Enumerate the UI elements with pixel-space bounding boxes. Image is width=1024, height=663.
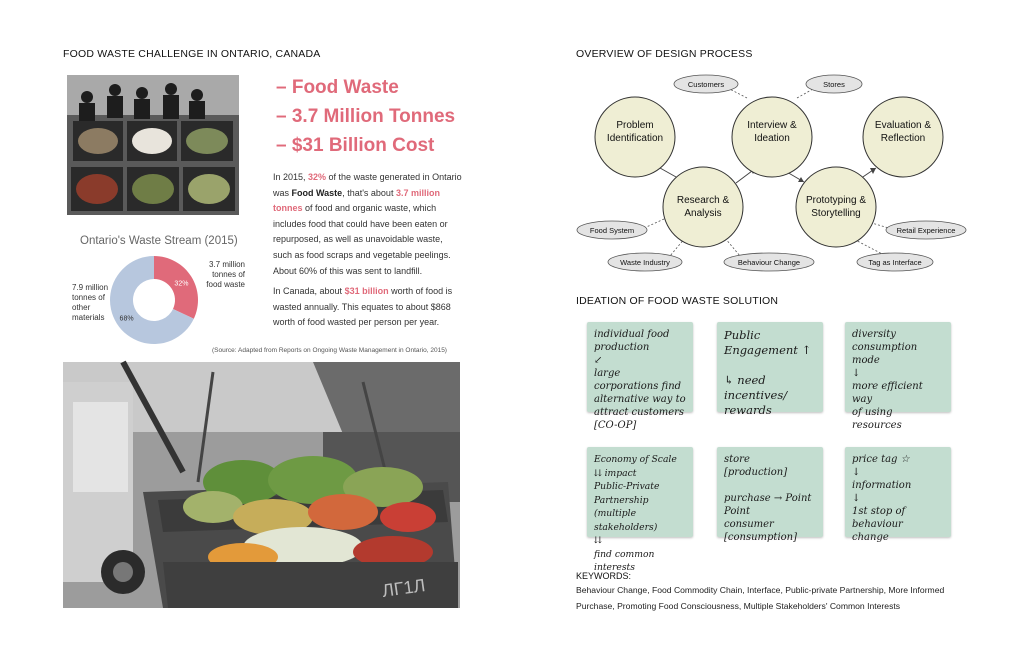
label-other-materials: 7.9 million tonnes of other materials [72, 283, 109, 322]
food-waste-bins-photo [67, 75, 239, 215]
tag-stores: Stores [823, 80, 845, 89]
design-process-diagram [570, 70, 970, 280]
sticky-note-diversity [845, 322, 951, 431]
headline-tonnes: – 3.7 Million Tonnes [276, 106, 456, 127]
donut-label-1: 68% [119, 315, 134, 323]
ideation-heading: IDEATION OF FOOD WASTE SOLUTION [576, 295, 779, 307]
circle-label-problem-2: Identification [606, 133, 664, 144]
circle-label-problem-1: Problem [616, 120, 654, 131]
circle-label-interview-2: Ideation [754, 133, 790, 144]
note-text-3: diversity consumption mode ↓ more efficient way of using resources [852, 329, 923, 431]
source-note: (Source: Adapted from Reports on Ongoing Waste Management in Ontario, 2015) [212, 347, 447, 354]
paragraph-ontario: In 2015, 32% of the waste generated in Ontario was Food Waste, that's about 3.7 million tonnes of food and organic waste, which includes food that could have been eaten or repurposed, as well as unavoidable waste, such as food scraps and vegetable peelings. About 60% of this was sent to landfill. [273, 172, 462, 276]
process-heading: OVERVIEW OF DESIGN PROCESS [576, 48, 753, 60]
sticky-note-public-engagement [717, 322, 823, 417]
circle-research-analysis [663, 167, 743, 247]
sticky-note-store-purchase [717, 447, 823, 543]
tag-food-system: Food System [589, 226, 635, 235]
keywords-label: KEYWORDS: [576, 571, 632, 581]
tag-as-interface: Tag as Interface [868, 258, 922, 267]
circle-label-research-1: Research & [676, 195, 730, 206]
sticky-note-coop [587, 322, 693, 431]
sticky-note-price-tag [845, 447, 951, 543]
tag-waste-industry: Waste Industry [620, 258, 670, 267]
dumpster-food-photo [63, 362, 460, 608]
note-text-5: store [production] purchase → Point Point consumer [consumption] [724, 454, 812, 543]
sticky-note-economy-scale [587, 447, 693, 573]
note-text-2: Public Engagement ↑ ↳ need incentives/ rewards [724, 328, 812, 417]
tag-behaviour-change: Behaviour Change [737, 258, 801, 267]
left-heading: FOOD WASTE CHALLENGE IN ONTARIO, CANADA [63, 48, 321, 60]
circle-label-interview-1: Interview & [747, 120, 797, 131]
chart-title: Ontario's Waste Stream (2015) [80, 235, 238, 247]
keywords-text: Behaviour Change, Food Commodity Chain, Interface, Public-private Partnership, More Informed Purchase, Promoting Food Consciousness, Multiple Stakeholders' Common Interests [576, 585, 945, 611]
donut-label-0: 32% [174, 280, 189, 288]
circle-label-prototyping-2: Storytelling [811, 208, 861, 219]
headline-cost: – $31 Billion Cost [276, 135, 435, 156]
circle-prototyping-storytelling [796, 167, 876, 247]
note-text-1: individual food production ↙ large corporations find alternative way to attract customers [CO-OP] [594, 329, 686, 431]
svg-text:ЛГ1Л: ЛГ1Л [380, 575, 427, 601]
note-text-4: Economy of Scale ⇊ impact Public-Private Partnership (multiple stakeholders) ⇊ find common interests [594, 454, 677, 573]
headline-food-waste: – Food Waste [276, 77, 399, 98]
tag-customers: Customers [687, 80, 725, 89]
tag-retail-experience: Retail Experience [896, 226, 956, 235]
circle-label-evaluation-2: Reflection [880, 133, 926, 144]
circle-label-prototyping-1: Prototyping & [805, 195, 867, 206]
circle-label-research-2: Analysis [684, 208, 722, 219]
paragraph-canada: In Canada, about $31 billion worth of food is wasted annually. This equates to about $868 worth of food wasted per person per year. [273, 286, 453, 328]
note-text-6: price tag ☆ ↓ information ↓ 1st stop of behaviour change [852, 454, 912, 543]
label-food-waste: 3.7 million tonnes of food waste [206, 260, 245, 289]
circle-label-evaluation-1: Evaluation & [874, 120, 932, 131]
headline-block [276, 73, 455, 160]
